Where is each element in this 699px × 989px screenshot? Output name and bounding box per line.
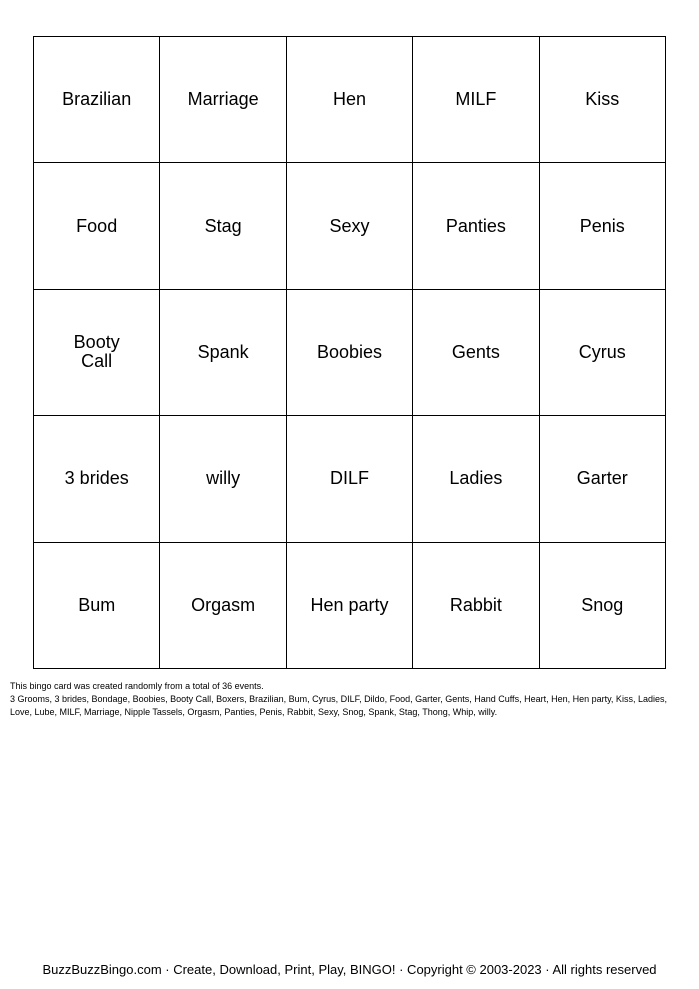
bingo-cell-r4c2: willy xyxy=(160,416,286,542)
bingo-cell-r3c4: Gents xyxy=(413,290,539,416)
bingo-cell-r2c4: Panties xyxy=(413,163,539,289)
bingo-cell-r1c4: MILF xyxy=(413,37,539,163)
card-info xyxy=(10,680,690,719)
bingo-cell-r4c3: DILF xyxy=(287,416,413,542)
bingo-cell-r3c3: Boobies xyxy=(287,290,413,416)
bingo-cell-r2c3: Sexy xyxy=(287,163,413,289)
bingo-cell-r1c1: Brazilian xyxy=(34,37,160,163)
bingo-cell-r3c1: Booty Call xyxy=(34,290,160,416)
bingo-cell-r5c4: Rabbit xyxy=(413,543,539,669)
card-summary: This bingo card was created randomly from a total of 36 events. xyxy=(10,681,264,691)
bingo-cell-r4c1: 3 brides xyxy=(34,416,160,542)
bingo-cell-r2c5: Penis xyxy=(540,163,666,289)
bingo-cell-r1c5: Kiss xyxy=(540,37,666,163)
bingo-cell-r1c3: Hen xyxy=(287,37,413,163)
bingo-cell-r1c2: Marriage xyxy=(160,37,286,163)
bingo-cell-r5c1: Bum xyxy=(34,543,160,669)
bingo-cell-r4c5: Garter xyxy=(540,416,666,542)
bingo-cell-r2c2: Stag xyxy=(160,163,286,289)
bingo-cell-r5c5: Snog xyxy=(540,543,666,669)
bingo-card-grid xyxy=(33,36,666,669)
bingo-cell-r5c2: Orgasm xyxy=(160,543,286,669)
bingo-cell-r4c4: Ladies xyxy=(413,416,539,542)
bingo-cell-r3c5: Cyrus xyxy=(540,290,666,416)
page-footer: BuzzBuzzBingo.com · Create, Download, Print, Play, BINGO! · Copyright © 2003-2023 · All rights reserved xyxy=(42,962,657,977)
bingo-cell-r3c2: Spank xyxy=(160,290,286,416)
event-list: 3 Grooms, 3 brides, Bondage, Boobies, Booty Call, Boxers, Brazilian, Bum, Cyrus, DILF, Dildo, Food, Garter, Gents, Hand Cuffs, Heart, Hen, Hen party, Kiss, Ladies, Love, Lube, MILF, Marriage, Nipple Tassels, Orgasm, Panties, Penis, Rabbit, Sexy, Snog, Spank, Stag, Thong, Whip, willy. xyxy=(10,694,667,717)
bingo-cell-r2c1: Food xyxy=(34,163,160,289)
bingo-cell-r5c3: Hen party xyxy=(287,543,413,669)
